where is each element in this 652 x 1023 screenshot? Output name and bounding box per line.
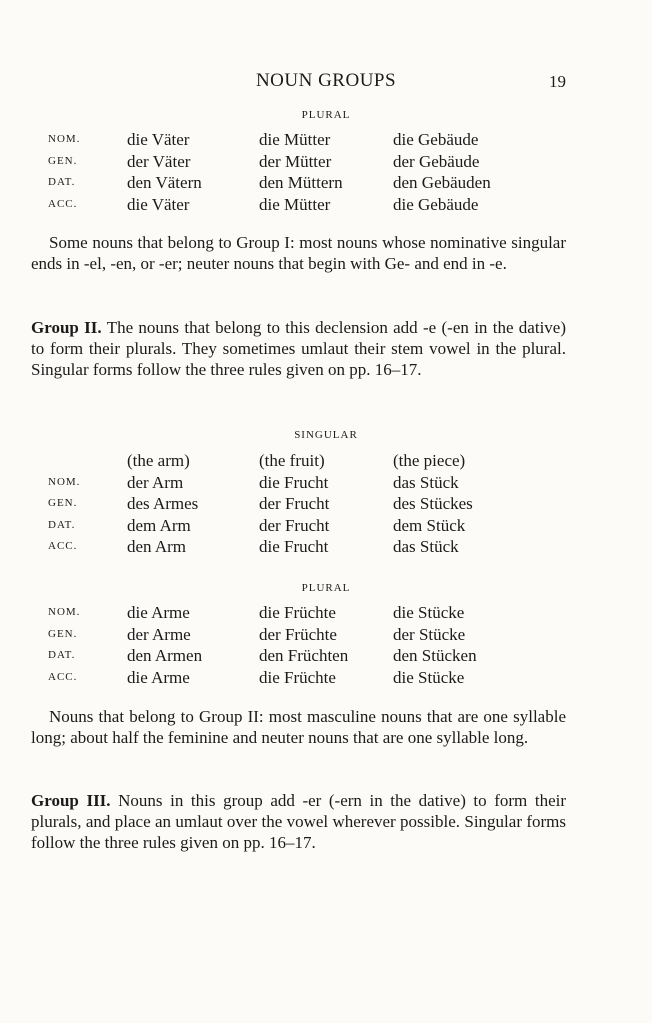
table-cell: der Mütter — [259, 151, 332, 171]
table-cell: die Früchte — [259, 667, 336, 687]
table-cell: die Väter — [127, 130, 190, 149]
table-cell: der Stücke — [393, 624, 466, 644]
case-label: NOM. — [48, 133, 81, 145]
table-cell: die Väter — [127, 194, 190, 214]
group2-singular-table — [0, 450, 652, 558]
table-cell: die Mütter — [259, 130, 331, 149]
group1-note — [31, 232, 566, 274]
case-label: ACC. — [48, 670, 78, 683]
table-row — [0, 645, 652, 667]
table-cell: den Früchten — [259, 646, 349, 665]
table-cell: die Stücke — [393, 603, 465, 622]
table-cell: den Armen — [127, 646, 203, 665]
table-row — [0, 472, 652, 494]
table-row — [0, 536, 652, 558]
table-cell: den Gebäuden — [393, 173, 491, 192]
case-label: DAT. — [48, 649, 76, 661]
table-cell: die Frucht — [259, 537, 329, 556]
table-cell: die Stücke — [393, 667, 465, 687]
table-cell: die Gebäude — [393, 194, 479, 214]
table-cell: der Frucht — [259, 494, 330, 513]
case-label: GEN. — [48, 497, 78, 509]
table-row — [0, 493, 652, 515]
table-row — [0, 172, 652, 194]
plural-label: PLURAL — [301, 109, 351, 121]
case-label: ACC. — [48, 540, 78, 552]
case-label: NOM. — [48, 606, 81, 618]
table-cell: der Frucht — [259, 515, 330, 535]
group1-plural-table — [0, 129, 652, 215]
group1-note-text: Some nouns that belong to Group I: most nouns whose nominative singular ends in -el, -en, or -er; neuter nouns that begin with Ge- and end in -e. — [31, 233, 566, 273]
group2-text: The nouns that belong to this declension add -e (-en in the dative) to form their plurals. They sometimes umlaut their stem vowel in the plural. Singular forms follow the three rules given on pp. 16–17. — [31, 318, 566, 379]
table-cell: die Arme — [127, 603, 190, 622]
page-number: 19 — [549, 72, 566, 91]
table-cell: die Gebäude — [393, 130, 479, 149]
table-cell: der Gebäude — [393, 151, 480, 171]
case-label: NOM. — [48, 475, 81, 488]
singular-label: SINGULAR — [294, 429, 358, 441]
table-cell: des Armes — [127, 494, 199, 513]
table-cell: den Vätern — [127, 173, 202, 192]
group2-note-text: Nouns that belong to Group II: most masculine nouns that are one syllable long; about half the feminine and neuter nouns that are one syllable long. — [31, 707, 566, 747]
table-cell: den Stücken — [393, 646, 477, 665]
table-row — [0, 129, 652, 151]
gloss: (the piece) — [393, 451, 466, 470]
table-row — [0, 194, 652, 216]
gloss: (the fruit) — [259, 451, 325, 470]
case-label: DAT. — [48, 176, 76, 188]
table-cell: den Müttern — [259, 173, 343, 192]
table-cell: die Frucht — [259, 472, 329, 492]
gloss: (the arm) — [127, 451, 190, 470]
table-cell: den Arm — [127, 537, 187, 556]
case-label: DAT. — [48, 518, 76, 531]
table-cell: die Arme — [127, 667, 190, 687]
group2-plural-table — [0, 602, 652, 688]
group3-text: Nouns in this group add -er (-ern in the dative) to form their plurals, and place an umlaut over the vowel wherever possible. Singular forms follow the three rules given on pp. 16–17. — [31, 791, 567, 852]
table-cell: dem Arm — [127, 515, 191, 535]
table-cell: der Väter — [127, 151, 191, 171]
group3-heading: Group III. — [31, 791, 111, 810]
group2-heading: Group II. — [31, 318, 102, 337]
table-row — [0, 515, 652, 537]
table-cell: dem Stück — [393, 515, 466, 535]
table-cell: das Stück — [393, 537, 459, 556]
table-cell: der Arm — [127, 472, 184, 492]
case-label: ACC. — [48, 197, 78, 210]
table-cell: die Mütter — [259, 194, 331, 214]
page-title: NOUN GROUPS — [255, 70, 397, 91]
group2-note — [31, 706, 566, 748]
table-cell: die Früchte — [259, 603, 336, 622]
gloss-row — [0, 450, 652, 472]
group2-intro — [31, 317, 566, 380]
table-row — [0, 624, 652, 646]
group3-intro — [31, 790, 566, 853]
table-cell: der Arme — [127, 624, 191, 644]
table-row — [0, 602, 652, 624]
table-cell: der Früchte — [259, 624, 337, 644]
table-row — [0, 151, 652, 173]
table-row — [0, 667, 652, 689]
table-cell: das Stück — [393, 472, 459, 492]
case-label: GEN. — [48, 627, 78, 640]
plural-label: PLURAL — [301, 582, 351, 594]
table-cell: des Stückes — [393, 494, 473, 513]
case-label: GEN. — [48, 154, 78, 167]
